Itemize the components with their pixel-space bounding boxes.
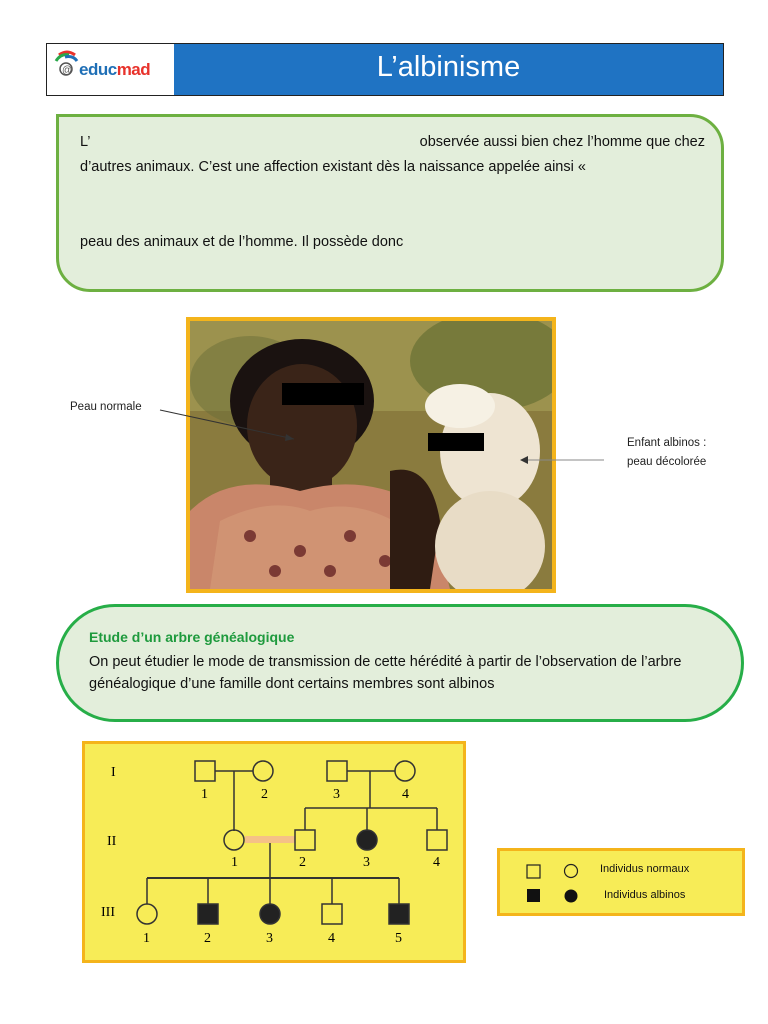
study-box (56, 604, 744, 722)
page-title: L’albinisme (376, 51, 521, 83)
legend-male-albino-icon (527, 889, 540, 902)
label-albino-child-1: Enfant albinos : (627, 437, 707, 449)
gen3-male-2-albino (198, 904, 218, 924)
intro-line2: d’autres animaux. C’est une affection existant dès la naissance appelée ainsi « (80, 159, 586, 175)
gen-label-2: II (107, 834, 117, 849)
study-title: Etude d’un arbre généalogique (89, 629, 295, 645)
gen3-male-5-albino (389, 904, 409, 924)
logo-globe-icon (53, 49, 81, 77)
photo-illustration (190, 321, 552, 589)
gen1-num-3: 3 (333, 787, 340, 802)
legend-albino-label: Individus albinos (604, 889, 686, 901)
gen1-male-3 (327, 761, 347, 781)
intro-line1-end: observée aussi bien chez l’homme que chez (419, 134, 705, 150)
pedigree-legend (497, 848, 745, 916)
legend-female-albino-icon (565, 890, 578, 903)
gen2-num-4: 4 (433, 855, 440, 870)
gen3-male-4 (322, 904, 342, 924)
gen1-male-1 (195, 761, 215, 781)
legend-male-normal-icon (527, 865, 540, 878)
gen3-female-3-albino (260, 904, 280, 924)
intro-line1-start: L’ (80, 134, 91, 150)
label-normal-skin: Peau normale (70, 401, 142, 413)
gen1-num-1: 1 (201, 787, 208, 802)
gen2-female-3-albino (357, 830, 377, 850)
gen3-num-4: 4 (328, 931, 335, 946)
gen3-num-2: 2 (204, 931, 211, 946)
gen2-male-2 (295, 830, 315, 850)
intro-box (56, 114, 724, 292)
header (46, 43, 724, 96)
gen2-num-2: 2 (299, 855, 306, 870)
gen3-num-5: 5 (395, 931, 402, 946)
legend-female-normal-icon (565, 865, 578, 878)
gen2-num-3: 3 (363, 855, 370, 870)
intro-line3: peau des animaux et de l’homme. Il possède donc (80, 234, 404, 250)
gen-label-1: I (111, 765, 116, 780)
gen1-num-4: 4 (402, 787, 409, 802)
logo-wordmark (79, 60, 150, 80)
gen1-num-2: 2 (261, 787, 268, 802)
gen1-female-2 (253, 761, 273, 781)
logo-edu: educ (79, 60, 117, 79)
study-text: On peut étudier le mode de transmission de cette hérédité à partir de l’observation de l’arbre généalogique d’une famille dont certains membres sont albinos (89, 654, 682, 692)
educmad-logo (47, 44, 175, 95)
logo-mad: mad (116, 60, 151, 79)
svg-text:@: @ (62, 65, 73, 76)
gen1-female-4 (395, 761, 415, 781)
title-bar (174, 44, 723, 95)
gen3-num-1: 1 (143, 931, 150, 946)
gen2-num-1: 1 (231, 855, 238, 870)
legend-symbols (500, 851, 742, 913)
legend-normal-label: Individus normaux (600, 863, 690, 875)
label-albino-child-2: peau décolorée (627, 456, 707, 468)
marriage-line (245, 836, 295, 843)
gen-label-3: III (101, 905, 115, 920)
pedigree-chart (82, 741, 466, 963)
pedigree-diagram (85, 744, 463, 960)
gen3-num-3: 3 (266, 931, 273, 946)
gen3-female-1 (137, 904, 157, 924)
gen2-male-4 (427, 830, 447, 850)
albinism-photo (186, 317, 556, 593)
gen2-female-1 (224, 830, 244, 850)
